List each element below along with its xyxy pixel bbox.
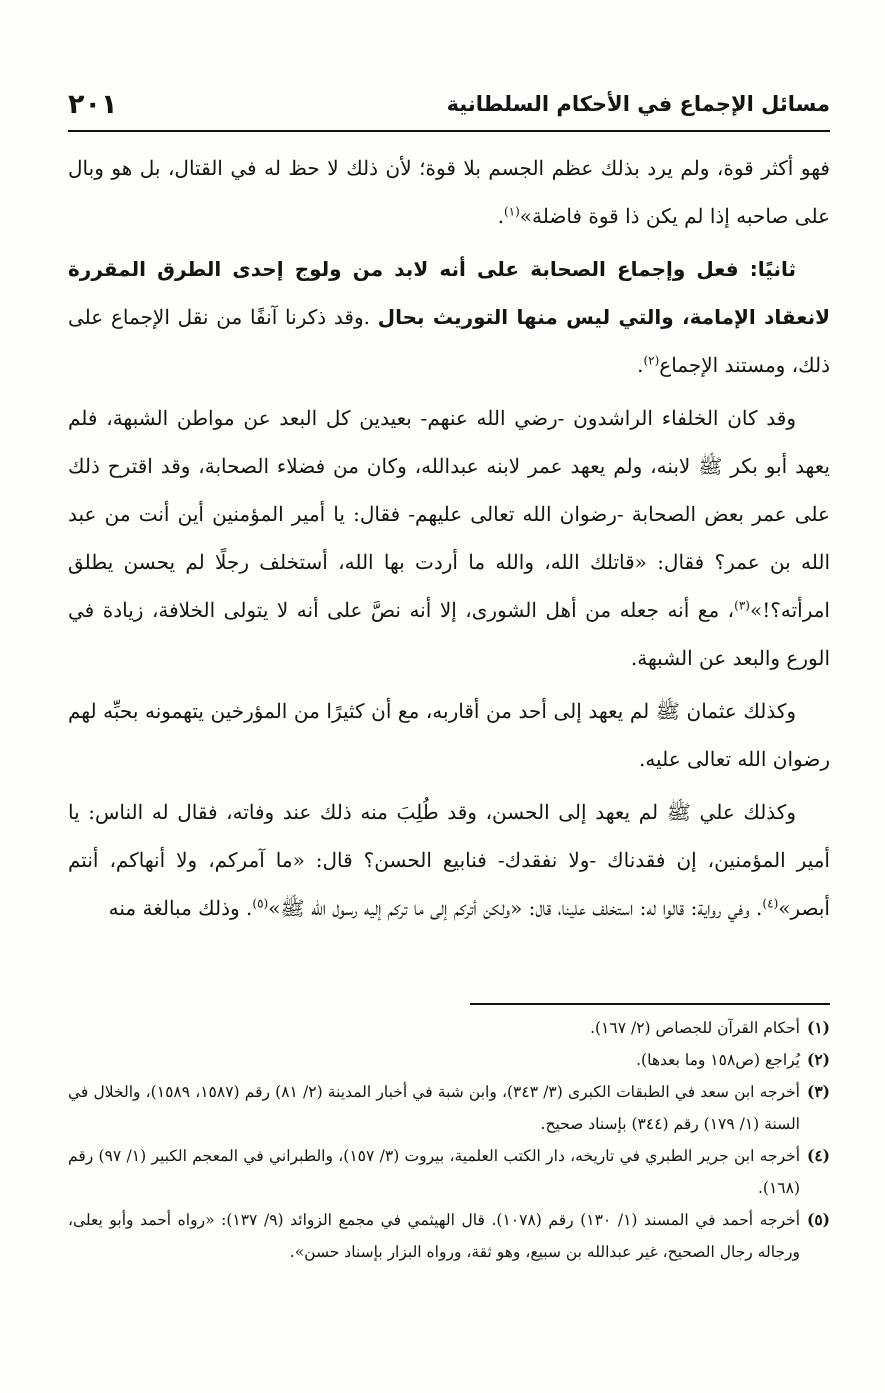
paragraph-4: وكذلك عثمان ﷺ لم يعهد إلى أحد من أقاربه، مع أن كثيرًا من المؤرخين يتهمونه بحبِّه لهم رضوان الله تعالى عليه. xyxy=(68,699,830,771)
footnote-ref-1: (١) xyxy=(503,204,520,219)
footnote-4: (٤) أخرجه ابن جرير الطبري في تاريخه، دار الكتب العلمية، بيروت (٣/ ١٥٧)، والطبراني في المعجم الكبير (١/ ٩٧) رقم (١٦٨). xyxy=(68,1146,830,1197)
header-rule xyxy=(68,130,830,132)
page-header xyxy=(68,78,830,130)
footnote-rule xyxy=(470,1003,830,1005)
paragraph-1: فهو أكثر قوة، ولم يرد بذلك عظم الجسم بلا قوة؛ لأن ذلك لا حظ له في القتال، بل هو وبال على صاحبه إذا لم يكن ذا قوة فاضلة»$^{(١)}$. xyxy=(68,156,830,228)
footnote-3: (٣) أخرجه ابن سعد في الطبقات الكبرى (٣/ ٣٤٣)، وابن شبة في أخبار المدينة (٢/ ٨١) رقم (١٥٨٧، ١٥٨٩)، والخلال في السنة (١/ ١٧٩) رقم (٣٤٤) بإسناد صحيح. xyxy=(68,1082,830,1133)
footnote-ref-5: (٥) xyxy=(252,896,269,911)
running-title: مسائل الإجماع في الأحكام السلطانية xyxy=(446,92,830,116)
footnote-1: (١) أحكام القرآن للجصاص (٢/ ١٦٧). xyxy=(590,1018,830,1037)
footnote-ref-3: (٣) xyxy=(734,598,750,613)
paragraph-2: ثانيًا: فعل وإجماع الصحابة على أنه لابد من ولوج إحدى الطرق المقررة لانعقاد الإمامة، والتي ليس منها التوريث بحال .وقد ذكرنا آنفًا من نقل الإجماع على ذلك، ومستند الإجماع$^{(٢)}$. xyxy=(68,257,830,377)
paragraph-3: وقد كان الخلفاء الراشدون -رضي الله عنهم- بعيدين كل البعد عن مواطن الشبهة، فلم يعهد أبو بكر ﷺ لابنه، ولم يعهد عمر لابنه عبدالله، وكان من فضلاء الصحابة، وقد اقترح ذلك على عمر بعض الصحابة -رضوان الله تعالى عليهم- فقال: يا أمير المؤمنين أين أنت من عبد الله بن عمر؟ فقال: «قاتلك الله، والله ما أردت بها الله، أستخلف رجلًا لم يحسن يطلق امرأته؟!»$^{(٣)}$، مع أنه جعله من أهل الشورى، إلا أنه نصَّ على أنه لا يتولى الخلافة، زيادة في الورع والبعد عن الشبهة. xyxy=(68,406,830,670)
footnote-2: (٢) يُراجع (ص١٥٨ وما بعدها). xyxy=(636,1050,830,1069)
main-text xyxy=(68,144,830,937)
footnote-ref-4: (٤) xyxy=(762,896,779,911)
footnotes xyxy=(68,1012,830,1268)
page-number: ٢٠١ xyxy=(68,88,118,120)
paragraph-5: وكذلك علي ﷺ لم يعهد إلى الحسن، وقد طُلِبَ منه ذلك عند وفاته، فقال له الناس: يا أمير المؤمنين، إن فقدناك -ولا نفقدك- فنابيع الحسن؟ قال: «ما آمركم، ولا أنهاكم، أنتم أبصر»$^{(٤)}$. وفي رواية: قالوا له: استخلف علينا، قال: «ولكن أتركم إلى ما تركم إليه رسول الله ﷺ»$^{(٥)}$. وذلك مبالغة منه xyxy=(68,800,830,920)
footnote-5: (٥) أخرجه أحمد في المسند (١/ ١٣٠) رقم (١٠٧٨). قال الهيثمي في مجمع الزوائد (٩/ ١٣٧): «رواه أحمد وأبو يعلى، ورجاله رجال الصحيح، غير عبدالله بن سبيع، وهو ثقة، ورواه البزار بإسناد حسن». xyxy=(68,1210,830,1261)
bold-heading: ثانيًا: فعل وإجماع الصحابة على أنه لابد من ولوج إحدى الطرق المقررة لانعقاد الإمامة، والتي ليس منها التوريث بحال xyxy=(68,257,830,329)
footnote-ref-2: (٢) xyxy=(643,353,660,368)
